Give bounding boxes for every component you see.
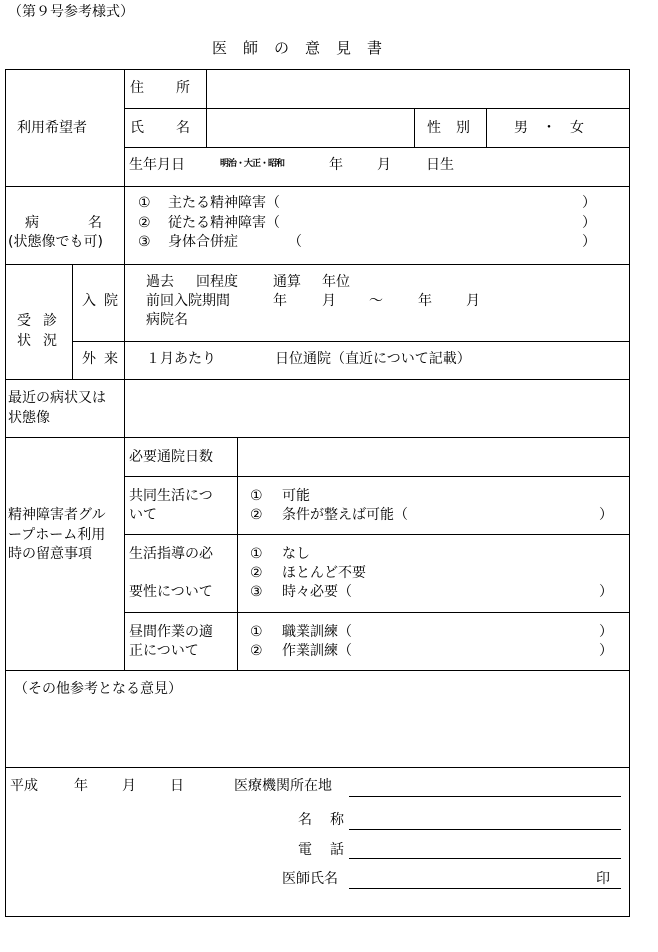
birth-day-unit: 日生 [426, 157, 454, 173]
inpatient-label-char: 院 [104, 293, 118, 309]
date-day-unit: 日 [170, 778, 184, 794]
disease-item-close: ） [582, 215, 596, 231]
option-number: ③ [250, 584, 263, 600]
disease-item-open: （ [288, 234, 302, 250]
outpatient-label-char: 外 [82, 351, 96, 367]
option-number: ① [250, 624, 263, 640]
phone-field[interactable] [349, 858, 621, 859]
disease-item-number: ② [138, 215, 151, 231]
name-label-char: 氏 [130, 120, 144, 136]
consultation-label-char: 受 [17, 313, 31, 329]
required-visit-days-field[interactable] [238, 438, 629, 476]
inpatient-label-char: 入 [82, 293, 96, 309]
option-number: ② [250, 565, 263, 581]
inpatient-total-label: 通算 [273, 274, 301, 290]
disease-item-text: 身体合併症 [168, 234, 238, 250]
option-number: ② [250, 507, 263, 523]
birth-year-unit: 年 [329, 157, 343, 173]
previous-stay-label: 前回入院期間 [146, 293, 230, 309]
form-number-label: （第９号参考様式） [8, 4, 134, 20]
outpatient-label-char: 来 [104, 351, 118, 367]
doctor-name-field[interactable] [349, 888, 621, 889]
name-field[interactable] [207, 109, 414, 147]
address-label-char: 住 [130, 80, 144, 96]
title-char: 師 [243, 39, 259, 57]
title-char: 医 [212, 39, 228, 57]
option-close: ） [599, 584, 613, 600]
era-options[interactable]: 明治・大正・昭和 [220, 159, 285, 169]
facility-location-label: 医療機関所在地 [234, 778, 332, 794]
option-close: ） [599, 643, 613, 659]
era-label: 平成 [10, 778, 38, 794]
outpatient-days-text: 日位通院（直近について記載） [275, 351, 471, 367]
facility-name-label-char: 名 [298, 812, 312, 828]
stay-start-month: 月 [322, 293, 336, 309]
option-close: ） [599, 507, 613, 523]
facility-location-field[interactable] [349, 796, 621, 797]
disease-label-char: 病 [25, 215, 39, 231]
address-field[interactable] [207, 70, 629, 108]
daytime-work-label: 昼間作業の適 [129, 624, 213, 640]
consultation-label-char: 状 [17, 333, 31, 349]
disease-item-close: ） [582, 234, 596, 250]
disease-label-note: (状態像でも可) [8, 234, 103, 250]
daytime-work-label: 正について [129, 643, 199, 659]
recent-condition-label: 最近の病状又は [8, 390, 106, 406]
birthdate-label: 生年月日 [129, 157, 185, 173]
other-opinion-label: （その他参考となる意見） [14, 681, 182, 697]
daytime-option-vocational[interactable]: 職業訓練（ [282, 624, 352, 640]
stay-range-tilde: ～ [369, 293, 383, 309]
disease-label-char: 名 [88, 215, 102, 231]
doctor-name-label: 医師氏名 [282, 871, 338, 887]
consultation-label-char: 診 [43, 313, 57, 329]
name-label-char: 名 [176, 120, 190, 136]
date-year-unit: 年 [74, 778, 88, 794]
facility-name-label-char: 称 [330, 812, 344, 828]
address-label-char: 所 [176, 80, 190, 96]
required-visit-days-label: 必要通院日数 [129, 449, 213, 465]
date-month-unit: 月 [122, 778, 136, 794]
disease-item-text: 主たる精神障害（ [168, 195, 280, 211]
inpatient-past-label: 過去 [146, 274, 174, 290]
coliving-option-conditional[interactable]: 条件が整えば可能（ [282, 507, 408, 523]
title-char: の [274, 39, 290, 57]
title-char: 見 [336, 39, 352, 57]
recent-condition-field[interactable] [125, 380, 629, 437]
phone-label-char: 話 [330, 842, 344, 858]
coliving-label: いて [129, 507, 157, 523]
option-close: ） [599, 624, 613, 640]
hospital-name-label: 病院名 [146, 312, 188, 328]
stay-end-month: 月 [466, 293, 480, 309]
birth-month-unit: 月 [377, 157, 391, 173]
option-number: ② [250, 643, 263, 659]
notes-label: 時の留意事項 [8, 546, 92, 562]
guidance-label: 要性について [129, 584, 213, 600]
guidance-option-sometimes[interactable]: 時々必要（ [282, 584, 352, 600]
guidance-label: 生活指導の必 [129, 546, 213, 562]
disease-item-number: ③ [138, 234, 151, 250]
disease-item-text: 従たる精神障害（ [168, 215, 280, 231]
sex-label-char: 性 [427, 120, 441, 136]
sex-label-char: 別 [456, 120, 470, 136]
consultation-label-char: 況 [43, 333, 57, 349]
phone-label-char: 電 [298, 842, 312, 858]
disease-item-close: ） [582, 195, 596, 211]
stay-start-year: 年 [273, 293, 287, 309]
guidance-option-rarely[interactable]: ほとんど不要 [282, 565, 366, 581]
inpatient-years-label: 年位 [322, 274, 350, 290]
sex-options[interactable]: 男 ・ 女 [514, 120, 584, 136]
stay-end-year: 年 [418, 293, 432, 309]
disease-item-number: ① [138, 195, 151, 211]
notes-label: ープホーム利用 [8, 527, 106, 543]
option-number: ① [250, 488, 263, 504]
option-number: ① [250, 546, 263, 562]
inpatient-times-label: 回程度 [196, 274, 238, 290]
outpatient-per-month: １月あたり [146, 351, 216, 367]
recent-condition-label: 状態像 [8, 410, 50, 426]
coliving-label: 共同生活につ [129, 488, 213, 504]
applicant-label: 利用希望者 [17, 120, 87, 136]
facility-name-field[interactable] [349, 829, 621, 830]
coliving-option-possible[interactable]: 可能 [282, 488, 310, 504]
title-char: 意 [305, 39, 321, 57]
title-char: 書 [367, 39, 383, 57]
notes-label: 精神障害者グル [8, 507, 106, 523]
guidance-option-none[interactable]: なし [282, 546, 310, 562]
daytime-option-work-training[interactable]: 作業訓練（ [282, 643, 352, 659]
seal-mark: 印 [596, 871, 610, 887]
other-opinion-field[interactable] [6, 700, 629, 766]
